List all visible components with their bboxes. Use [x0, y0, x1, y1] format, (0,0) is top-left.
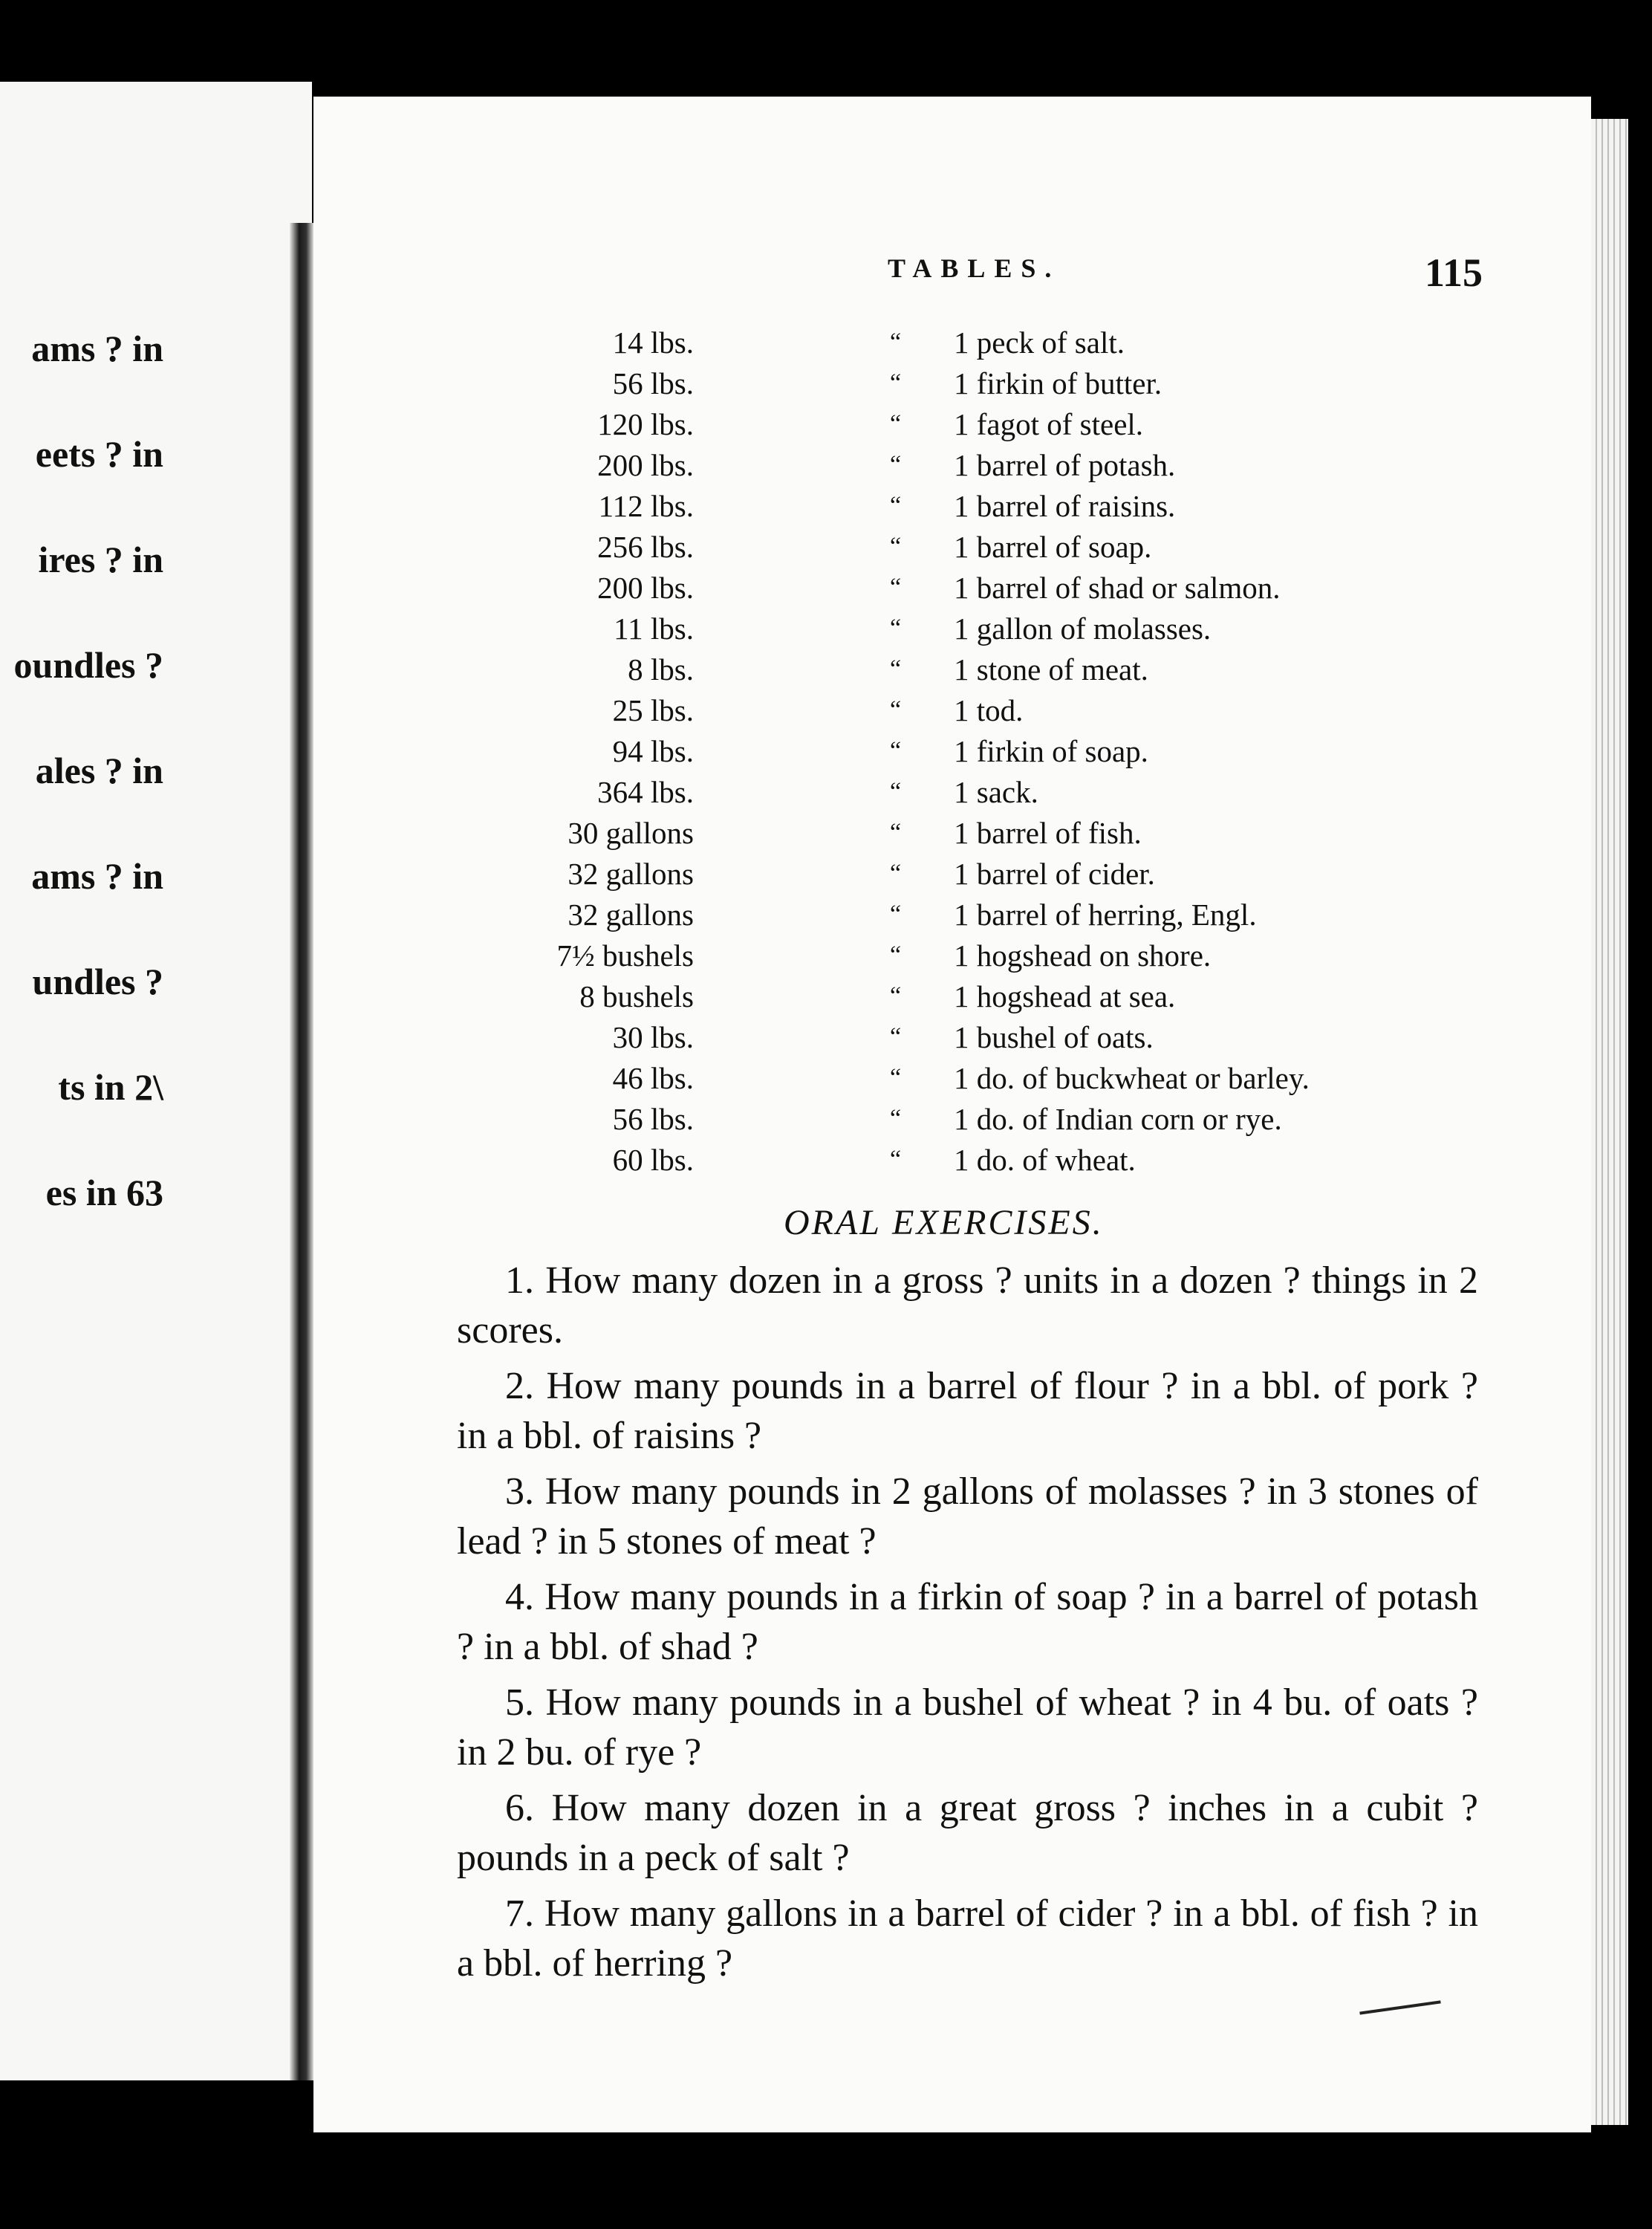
- ditto-mark: “: [890, 614, 902, 642]
- ditto-mark: “: [890, 655, 902, 683]
- table-quantity: 94 lbs.: [612, 734, 694, 768]
- ditto-mark: “: [890, 901, 902, 928]
- ditto-mark: “: [890, 778, 902, 805]
- table-row: [0, 895, 1652, 935]
- table-equivalent: 1 bushel of oats.: [954, 1020, 1154, 1054]
- table-quantity: 8 bushels: [579, 979, 694, 1013]
- left-page-fragment: es in 63: [45, 1172, 163, 1213]
- running-header: TABLES.: [888, 253, 1061, 283]
- left-page-fragment: ams ? in: [31, 328, 163, 369]
- page-number: 115: [1425, 250, 1483, 295]
- table-quantity: 120 lbs.: [597, 407, 694, 441]
- exercise-item: 6. How many dozen in a great gross ? inches in a cubit ? pounds in a peck of salt ?: [457, 1787, 1478, 1879]
- table-quantity: 30 gallons: [568, 816, 694, 850]
- table-equivalent: 1 gallon of molasses.: [954, 611, 1212, 646]
- table-equivalent: 1 barrel of potash.: [954, 448, 1176, 482]
- table-equivalent: 1 barrel of shad or salmon.: [954, 571, 1281, 605]
- left-page-fragment: ales ? in: [35, 750, 163, 791]
- left-page-fragment: ts in 2\: [58, 1066, 163, 1108]
- exercise-item: 3. How many pounds in 2 gallons of molasses ? in 3 stones of lead ? in 5 stones of meat ?: [457, 1470, 1478, 1563]
- table-row: [0, 854, 1652, 894]
- ditto-mark: “: [890, 328, 902, 356]
- table-equivalent: 1 hogshead on shore.: [954, 938, 1212, 973]
- exercise-item: 2. How many pounds in a barrel of flour ? in a bbl. of pork ? in a bbl. of raisins ?: [457, 1365, 1478, 1457]
- table-equivalent: 1 stone of meat.: [954, 652, 1148, 687]
- table-row: [0, 363, 1652, 403]
- exercise-item: 5. How many pounds in a bushel of wheat ? in 4 bu. of oats ? in 2 bu. of rye ?: [457, 1681, 1478, 1774]
- table-quantity: 32 gallons: [568, 898, 694, 932]
- table-quantity: 7½ bushels: [556, 938, 694, 973]
- table-row: [0, 1058, 1652, 1098]
- table-row: [0, 690, 1652, 730]
- table-equivalent: 1 peck of salt.: [954, 325, 1125, 360]
- table-row: [0, 609, 1652, 649]
- left-page-fragment: eets ? in: [35, 433, 163, 475]
- table-quantity: 200 lbs.: [597, 448, 694, 482]
- ditto-mark: “: [890, 1146, 902, 1173]
- table-equivalent: 1 do. of buckwheat or barley.: [954, 1061, 1310, 1095]
- table-row: [0, 1099, 1652, 1139]
- left-page-fragment: undles ?: [32, 961, 163, 1002]
- exercise-item: 4. How many pounds in a firkin of soap ? in a barrel of potash ? in a bbl. of shad ?: [457, 1576, 1478, 1668]
- table-equivalent: 1 barrel of raisins.: [954, 489, 1176, 523]
- table-quantity: 200 lbs.: [597, 571, 694, 605]
- table-row: [0, 445, 1652, 485]
- table-quantity: 364 lbs.: [597, 775, 694, 809]
- table-row: [0, 527, 1652, 567]
- table-equivalent: 1 do. of wheat.: [954, 1143, 1136, 1177]
- ditto-mark: “: [890, 1023, 902, 1051]
- table-row: [0, 1017, 1652, 1057]
- table-row: [0, 404, 1652, 444]
- table-equivalent: 1 barrel of herring, Engl.: [954, 898, 1257, 932]
- table-row: [0, 649, 1652, 690]
- table-row: [0, 486, 1652, 526]
- ditto-mark: “: [890, 574, 902, 601]
- table-quantity: 25 lbs.: [612, 693, 694, 727]
- left-page-fragment: ires ? in: [38, 539, 163, 580]
- table-row: [0, 1140, 1652, 1180]
- ditto-mark: “: [890, 696, 902, 724]
- ditto-mark: “: [890, 410, 902, 438]
- ditto-mark: “: [890, 737, 902, 765]
- ditto-mark: “: [890, 819, 902, 846]
- table-row: [0, 772, 1652, 812]
- ditto-mark: “: [890, 492, 902, 519]
- table-equivalent: 1 fagot of steel.: [954, 407, 1144, 441]
- table-row: [0, 813, 1652, 853]
- left-page-fragment: ams ? in: [31, 855, 163, 897]
- ditto-mark: “: [890, 369, 902, 397]
- section-heading: ORAL EXERCISES.: [784, 1203, 1104, 1242]
- table-quantity: 8 lbs.: [628, 652, 694, 687]
- table-equivalent: 1 do. of Indian corn or rye.: [954, 1102, 1282, 1136]
- table-equivalent: 1 barrel of fish.: [954, 816, 1142, 850]
- ditto-mark: “: [890, 941, 902, 969]
- table-row: [0, 935, 1652, 976]
- table-row: [0, 731, 1652, 771]
- table-row: [0, 322, 1652, 363]
- table-row: [0, 568, 1652, 608]
- table-equivalent: 1 firkin of soap.: [954, 734, 1148, 768]
- ditto-mark: “: [890, 860, 902, 887]
- ditto-mark: “: [890, 451, 902, 478]
- exercise-item: 1. How many dozen in a gross ? units in a dozen ? things in 2 scores.: [457, 1259, 1478, 1352]
- table-quantity: 56 lbs.: [612, 1102, 694, 1136]
- table-quantity: 32 gallons: [568, 857, 694, 891]
- exercise-item: 7. How many gallons in a barrel of cider ? in a bbl. of fish ? in a bbl. of herring ?: [457, 1892, 1478, 1985]
- table-quantity: 256 lbs.: [597, 530, 694, 564]
- table-equivalent: 1 tod.: [954, 693, 1024, 727]
- table-quantity: 56 lbs.: [612, 366, 694, 400]
- left-page-fragment: oundles ?: [13, 644, 163, 686]
- table-quantity: 11 lbs.: [614, 611, 694, 646]
- table-quantity: 60 lbs.: [612, 1143, 694, 1177]
- table-equivalent: 1 firkin of butter.: [954, 366, 1162, 400]
- ditto-mark: “: [890, 982, 902, 1010]
- table-quantity: 112 lbs.: [598, 489, 694, 523]
- table-quantity: 46 lbs.: [612, 1061, 694, 1095]
- table-quantity: 30 lbs.: [612, 1020, 694, 1054]
- table-quantity: 14 lbs.: [612, 325, 694, 360]
- table-equivalent: 1 barrel of soap.: [954, 530, 1152, 564]
- table-equivalent: 1 sack.: [954, 775, 1038, 809]
- table-equivalent: 1 barrel of cider.: [954, 857, 1155, 891]
- ditto-mark: “: [890, 1064, 902, 1091]
- ditto-mark: “: [890, 1105, 902, 1132]
- table-equivalent: 1 hogshead at sea.: [954, 979, 1176, 1013]
- ditto-mark: “: [890, 533, 902, 560]
- table-row: [0, 976, 1652, 1016]
